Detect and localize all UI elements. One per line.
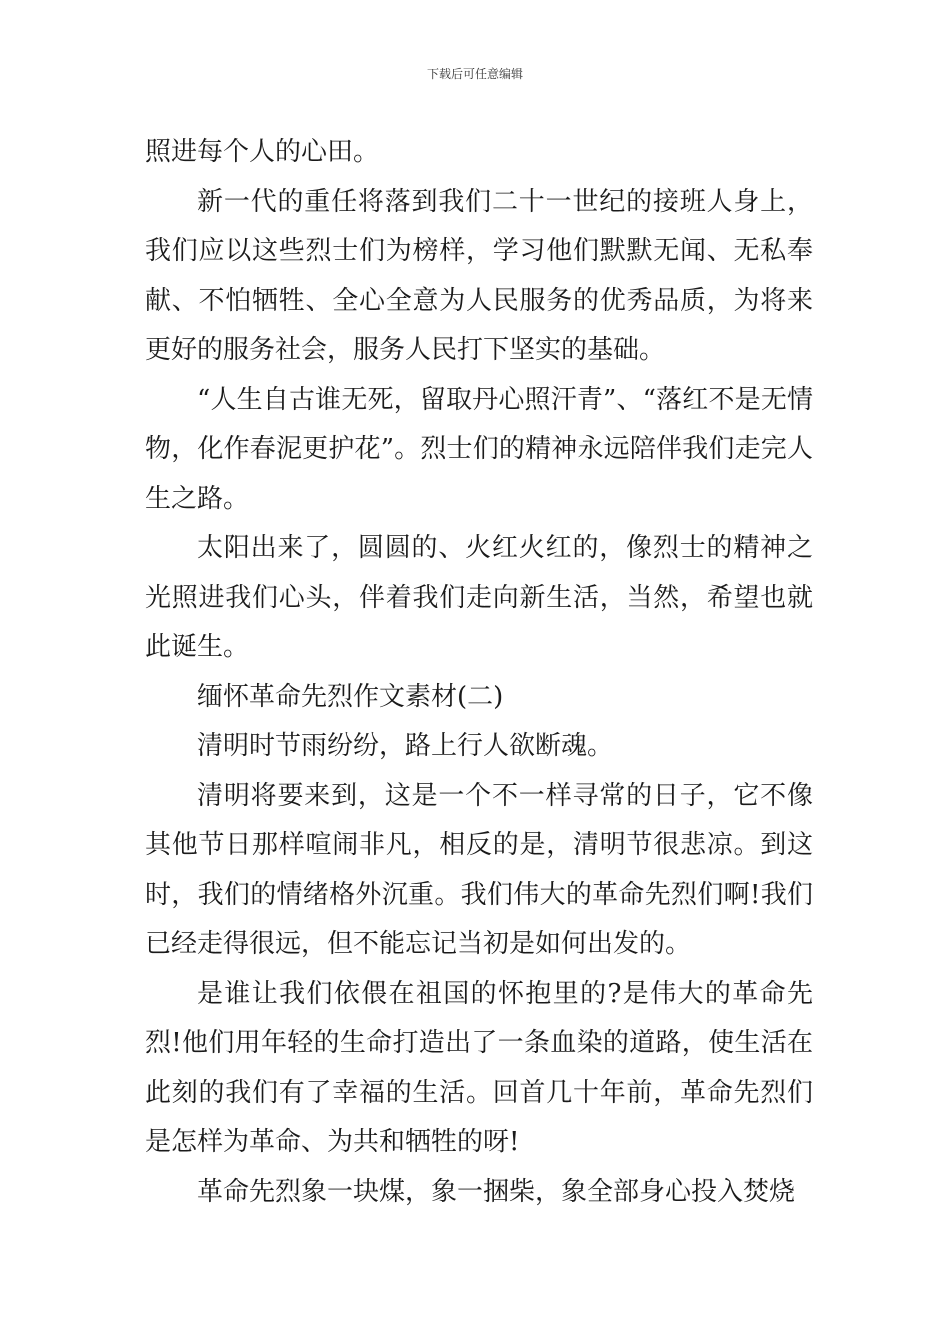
paragraph: “人生自古谁无死，留取丹心照汗青”、“落红不是无情物，化作春泥更护花”。烈士们的精神永远陪伴我们走完人生之路。 [145,384,813,514]
section-heading: 缅怀革命先烈作文素材(二) [197,681,504,712]
document-body [145,128,813,1217]
paragraph: 新一代的重任将落到我们二十一世纪的接班人身上，我们应以这些烈士们为榜样，学习他们默默无闻、无私奉献、不怕牺牲、全心全意为人民服务的优秀品质，为将来更好的服务社会，服务人民打下坚实的基础。 [145,186,813,365]
paragraph: 革命先烈象一块煤，象一捆柴，象全部身心投入焚烧 [197,1176,796,1207]
paragraph: 清明时节雨纷纷，路上行人欲断魂。 [197,731,614,761]
paragraph: 太阳出来了，圆圆的、火红火红的，像烈士的精神之光照进我们心头，伴着我们走向新生活，当然，希望也就此诞生。 [145,533,813,662]
paragraph: 照进每个人的心田。 [145,137,380,167]
paragraph: 清明将要来到，这是一个不一样寻常的日子，它不像其他节日那样喧闹非凡，相反的是，清明节很悲凉。到这时，我们的情绪格外沉重。我们伟大的革命先烈们啊!我们已经走得很远，但不能忘记当初是如何出发的。 [145,780,813,959]
page-header: 下载后可任意编辑 [426,67,523,81]
paragraph: 是谁让我们依偎在祖国的怀抱里的?是伟大的革命先烈!他们用年轻的生命打造出了一条血染的道路，使生活在此刻的我们有了幸福的生活。回首几十年前，革命先烈们是怎样为革命、为共和牺牲的呀! [145,978,813,1157]
